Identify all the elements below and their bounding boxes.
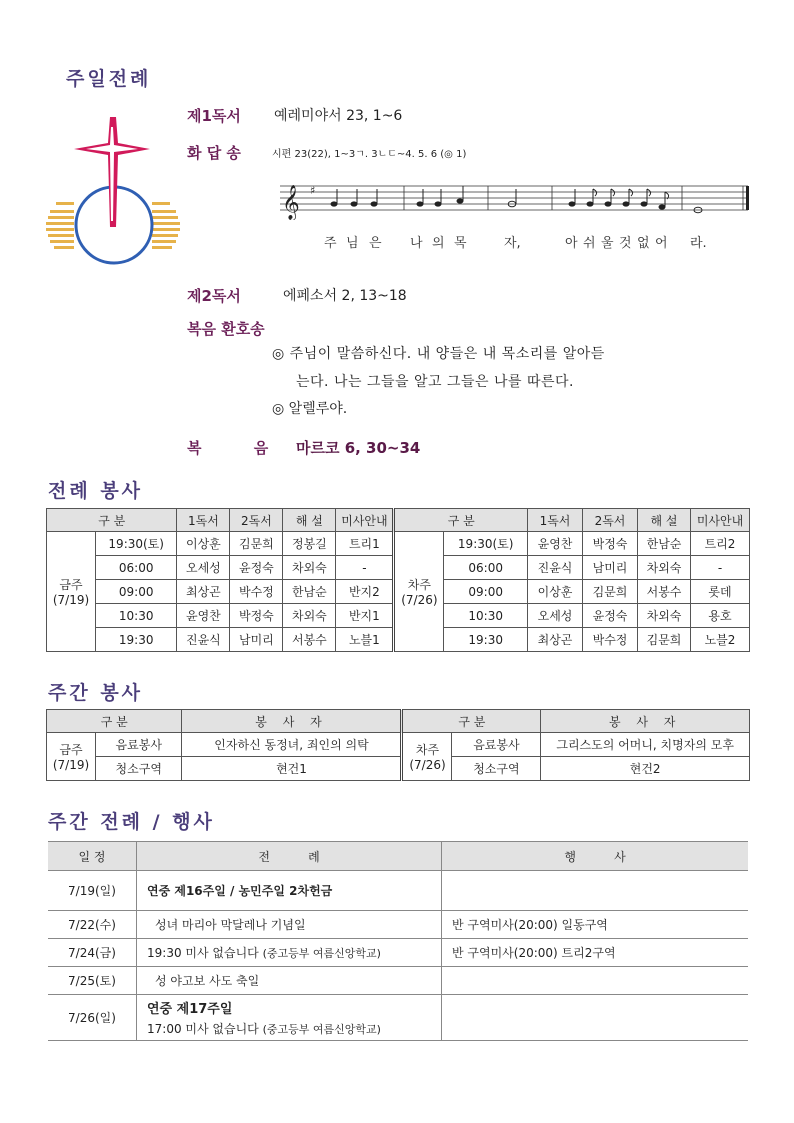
week-label-date: (7/19): [52, 758, 90, 772]
cell: 서봉수: [283, 628, 336, 652]
week-label-text: 금주: [59, 743, 83, 757]
lyric: 없: [637, 236, 650, 251]
weekly-events-table: [48, 841, 748, 1041]
cell: 노블1: [336, 628, 394, 652]
table-row: [48, 995, 748, 1041]
psalm-label: 화 답 송: [187, 144, 241, 162]
col-header: 1독서: [177, 509, 230, 532]
date-cell: 7/19(일): [48, 871, 137, 911]
cell: 19:30: [96, 628, 177, 652]
cell: 차외숙: [283, 604, 336, 628]
cell: 박수정: [230, 580, 283, 604]
liturgy-note: (중고등부 여름신앙학교): [262, 1023, 381, 1036]
lyric: 주: [324, 236, 337, 251]
col-header: 미사안내: [336, 509, 394, 532]
cell: 오세성: [177, 556, 230, 580]
cell: 이상훈: [177, 532, 230, 556]
table-row: [47, 757, 750, 781]
cell: 09:00: [96, 580, 177, 604]
liturgy-cell: 연중 제16주일 / 농민주일 2차헌금: [137, 871, 442, 911]
cell: 음료봉사: [96, 733, 182, 757]
table-row: [48, 871, 748, 911]
table-row: [48, 911, 748, 939]
week-label-date: (7/26): [401, 593, 438, 607]
col-header: 해 설: [638, 509, 691, 532]
cell: 10:30: [96, 604, 177, 628]
liturgy-cell: [137, 995, 442, 1041]
col-header: 해 설: [283, 509, 336, 532]
liturgy-text-2: 17:00 미사 없습니다: [147, 1022, 259, 1036]
event-cell: 반 구역미사(20:00) 트리2구역: [442, 939, 749, 967]
date-cell: 7/25(토): [48, 967, 137, 995]
cell: 박정숙: [583, 532, 638, 556]
acclamation-line1: ◎ 주님이 말씀하신다. 내 양들은 내 목소리를 알아듣: [272, 346, 605, 362]
liturgy-service-title: 전례 봉사: [48, 480, 144, 502]
event-cell: [442, 871, 749, 911]
psalm-text: 시편 23(22), 1~3ㄱ. 3ㄴㄷ~4. 5. 6 (◎ 1): [272, 149, 467, 160]
cell: 19:30(토): [96, 532, 177, 556]
cell: 현건2: [541, 757, 750, 781]
col-header: 미사안내: [691, 509, 750, 532]
event-cell: 반 구역미사(20:00) 일동구역: [442, 911, 749, 939]
cell: 윤영찬: [528, 532, 583, 556]
col-header: 구 분: [47, 509, 177, 532]
cell: 진윤식: [528, 556, 583, 580]
table-header-row: [47, 710, 750, 733]
cell: 한남순: [283, 580, 336, 604]
col-header: 일 정: [48, 842, 137, 871]
acclamation-label: 복음 환호송: [187, 320, 265, 338]
cell: 인자하신 동정녀, 죄인의 의탁: [182, 733, 402, 757]
acclamation-line3: ◎ 알렐루야.: [272, 401, 348, 417]
col-header: 1독서: [528, 509, 583, 532]
table-row: [47, 733, 750, 757]
week-label-date: (7/19): [52, 593, 90, 607]
week-label-text: 금주: [59, 578, 83, 592]
event-cell: [442, 967, 749, 995]
cell: 정봉길: [283, 532, 336, 556]
sunday-liturgy-title: 주일전례: [66, 68, 152, 90]
cell: 한남순: [638, 532, 691, 556]
liturgy-text: 연중 제17주일: [147, 1002, 233, 1017]
svg-text:♯: ♯: [310, 184, 316, 197]
liturgy-cell: 성 야고보 사도 축일: [137, 967, 442, 995]
lyric: 쉬: [583, 236, 596, 251]
cell: 19:30: [444, 628, 528, 652]
cell: 남미리: [230, 628, 283, 652]
cell: 그리스도의 어머니, 치명자의 모후: [541, 733, 750, 757]
cell: 차외숙: [638, 604, 691, 628]
col-header: 봉 사 자: [182, 710, 402, 733]
table-row: [47, 532, 750, 556]
week-label-text: 차주: [415, 743, 440, 757]
liturgy-note: (중고등부 여름신앙학교): [262, 947, 381, 960]
cell: 반지1: [336, 604, 394, 628]
liturgy-text: 19:30 미사 없습니다: [147, 946, 259, 960]
col-header: 2독서: [583, 509, 638, 532]
cell: 차외숙: [638, 556, 691, 580]
reading1-label: 제1독서: [187, 107, 241, 125]
cell: 오세성: [528, 604, 583, 628]
date-cell: 7/26(일): [48, 995, 137, 1041]
week-label: [47, 532, 96, 652]
week-label: [47, 733, 96, 781]
cell: 차외숙: [283, 556, 336, 580]
col-header: 봉 사 자: [541, 710, 750, 733]
col-header: 전 례: [137, 842, 442, 871]
gospel-text: 마르코 6, 30~34: [296, 439, 421, 457]
cell: 김문희: [230, 532, 283, 556]
cell: 윤영찬: [177, 604, 230, 628]
col-header: 구 분: [47, 710, 182, 733]
col-header: 2독서: [230, 509, 283, 532]
cell: 용호: [691, 604, 750, 628]
cell: 반지2: [336, 580, 394, 604]
lyric: 은: [369, 236, 382, 251]
cell: 청소구역: [452, 757, 541, 781]
lyric: 의: [432, 236, 445, 251]
cell: 남미리: [583, 556, 638, 580]
weekly-service-table: [46, 709, 750, 781]
cell: -: [336, 556, 394, 580]
col-header: 행 사: [442, 842, 749, 871]
col-header: 구 분: [402, 710, 541, 733]
svg-text:𝄞: 𝄞: [282, 185, 300, 220]
cell: 박정숙: [230, 604, 283, 628]
lyric: 자,: [504, 236, 521, 251]
cell: 청소구역: [96, 757, 182, 781]
liturgy-cell: [137, 939, 442, 967]
cell: 06:00: [96, 556, 177, 580]
cell: 윤정숙: [230, 556, 283, 580]
lyric: 것: [619, 236, 632, 251]
liturgy-service-table: [46, 508, 750, 652]
gospel-label: 복 음: [187, 439, 269, 457]
lyric: 울: [601, 236, 614, 251]
week-label-text: 차주: [407, 578, 431, 592]
cell: 김문희: [583, 580, 638, 604]
cell: 음료봉사: [452, 733, 541, 757]
cross-logo-icon: [44, 115, 184, 265]
week-label: [402, 733, 452, 781]
table-header-row: [48, 842, 748, 871]
reading1-text: 예레미야서 23, 1~6: [274, 108, 403, 124]
acclamation-line2: 는다. 나는 그들을 알고 그들은 나를 따른다.: [296, 374, 575, 390]
lyric: 라.: [690, 236, 707, 251]
lyric: 님: [346, 236, 359, 251]
lyric: 어: [655, 236, 668, 251]
lyric: 아: [565, 236, 578, 251]
cell: 현건1: [182, 757, 402, 781]
cell: 트리1: [336, 532, 394, 556]
reading2-text: 에페소서 2, 13~18: [283, 288, 407, 304]
cell: 19:30(토): [444, 532, 528, 556]
date-cell: 7/24(금): [48, 939, 137, 967]
table-row: [48, 967, 748, 995]
table-header-row: [47, 509, 750, 532]
week-label-date: (7/26): [409, 758, 446, 772]
cell: 노블2: [691, 628, 750, 652]
cell: 윤정숙: [583, 604, 638, 628]
cell: 트리2: [691, 532, 750, 556]
music-lyrics: [280, 232, 740, 250]
date-cell: 7/22(수): [48, 911, 137, 939]
weekly-service-title: 주간 봉사: [48, 682, 144, 704]
cell: 롯데: [691, 580, 750, 604]
table-row: [48, 939, 748, 967]
music-staff: [280, 178, 755, 220]
cell: 06:00: [444, 556, 528, 580]
cell: 이상훈: [528, 580, 583, 604]
cell: 서봉수: [638, 580, 691, 604]
event-cell: [442, 995, 749, 1041]
weekly-events-title: 주간 전례 / 행사: [48, 811, 215, 833]
lyric: 목: [454, 236, 467, 251]
cell: 최상곤: [528, 628, 583, 652]
col-header: 구 분: [394, 509, 528, 532]
cell: 박수정: [583, 628, 638, 652]
lyric: 나: [410, 236, 423, 251]
liturgy-cell: 성녀 마리아 막달레나 기념일: [137, 911, 442, 939]
cell: 09:00: [444, 580, 528, 604]
cell: 진윤식: [177, 628, 230, 652]
cell: 10:30: [444, 604, 528, 628]
week-label: [394, 532, 444, 652]
cell: 최상곤: [177, 580, 230, 604]
reading2-label: 제2독서: [187, 287, 241, 305]
cell: 김문희: [638, 628, 691, 652]
cell: -: [691, 556, 750, 580]
